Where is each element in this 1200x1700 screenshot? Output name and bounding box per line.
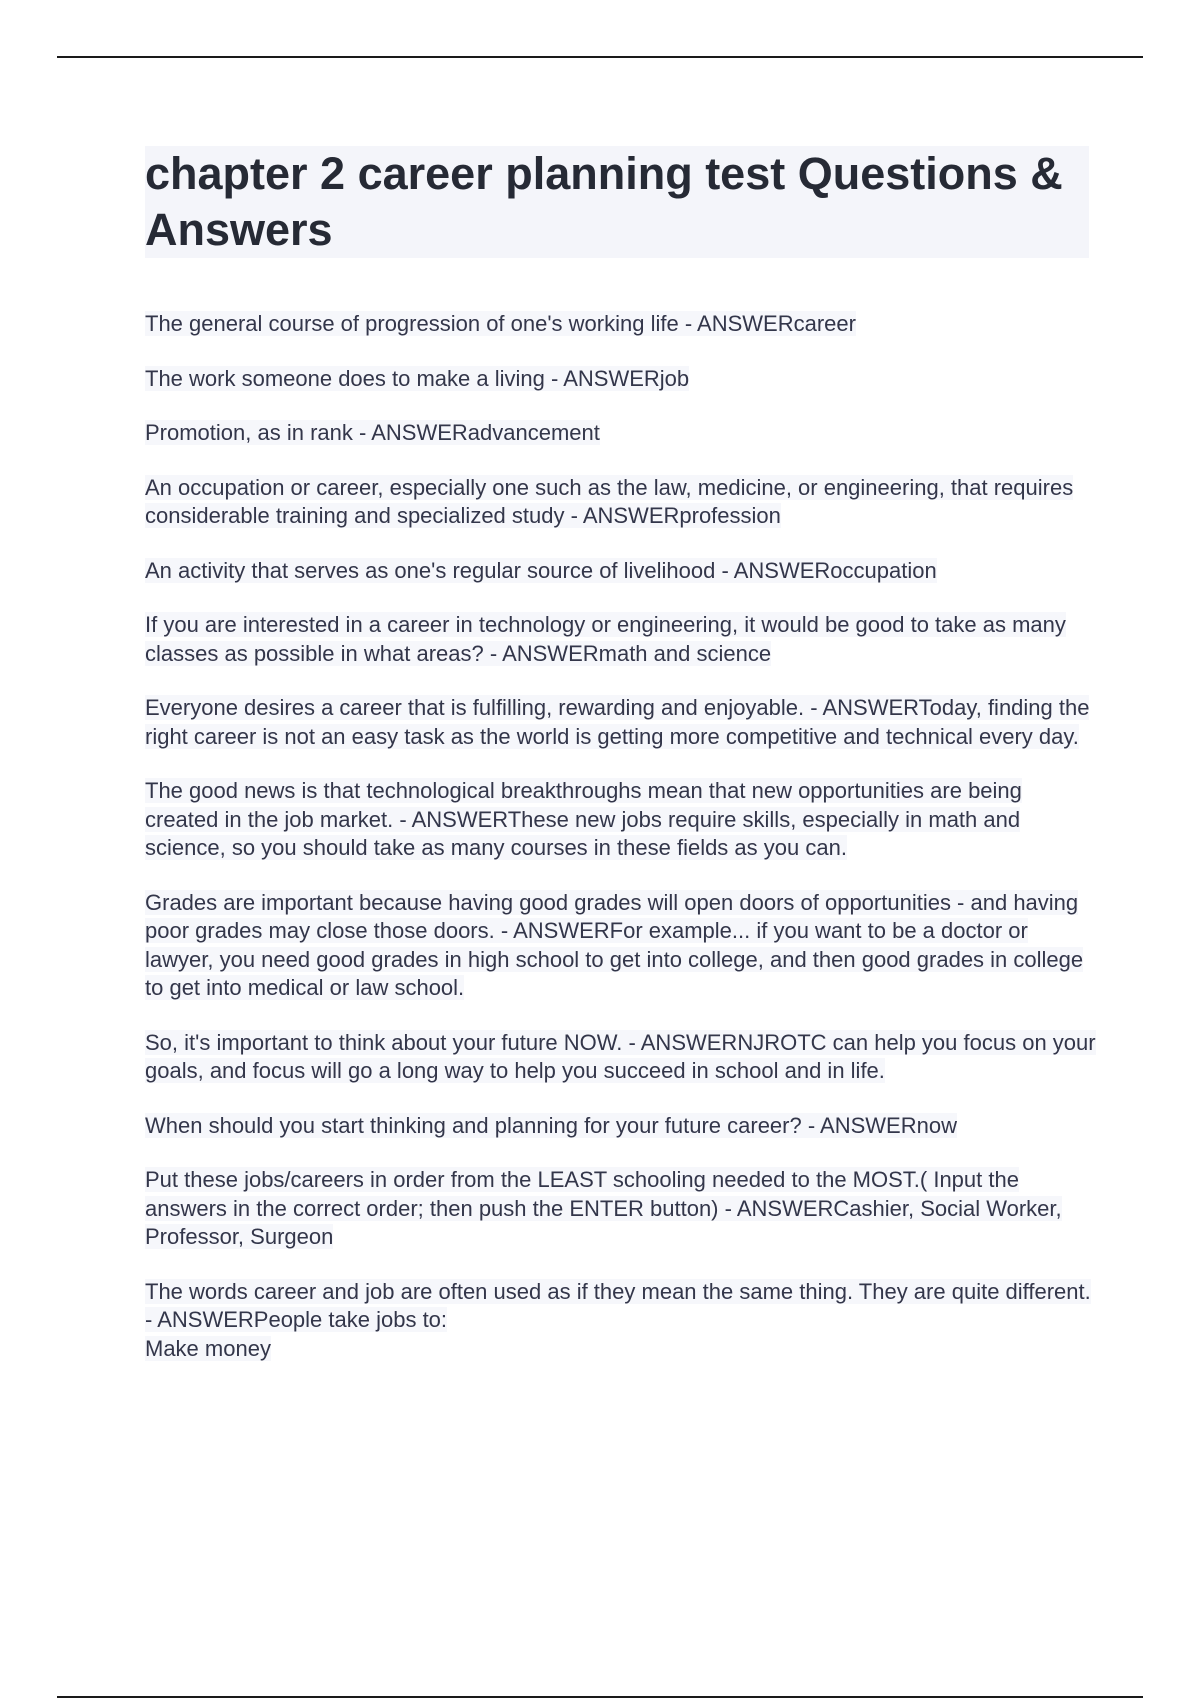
qa-entry [145,557,1100,586]
qa-entry-text: So, it's important to think about your future NOW. - ANSWERNJROTC can help you focus on your goals, and focus will go a long way to help you succeed in school and in life. [145,1029,1096,1083]
qa-entry-text: An activity that serves as one's regular source of livelihood - ANSWERoccupation [145,557,937,583]
qa-entry-text: Promotion, as in rank - ANSWERadvancement [145,420,600,445]
qa-entry-text: The good news is that technological breakthroughs mean that new opportunities are being created in the job market. - ANSWERThese new jobs require skills, especially in math and science, so you should take as many courses in these fields as you can. [145,778,1022,860]
qa-entry-text: If you are interested in a career in technology or engineering, it would be good to take as many classes as possible in what areas? - ANSWERmath and science [145,612,1066,666]
qa-entry [145,1166,1100,1252]
qa-entry [145,419,1100,448]
qa-entry [145,611,1100,668]
qa-entry [145,694,1100,751]
qa-list [145,310,1100,1389]
qa-entry-text: The general course of progression of one's working life - ANSWERcareer [145,311,856,336]
bottom-rule [57,1696,1143,1698]
qa-entry [145,777,1100,863]
qa-entry [145,1112,1100,1141]
qa-entry-text: The words career and job are often used as if they mean the same thing. They are quite different. - ANSWERPeople take jobs to: Make money [145,1278,1091,1361]
qa-entry-text: Grades are important because having good grades will open doors of opportunities - and having poor grades may close those doors. - ANSWERFor example... if you want to be a doctor or lawyer, you need good grades in high school to get into college, and then good grades in college to get into medical or law school. [145,889,1084,1000]
qa-entry [145,365,1100,394]
qa-entry-text: An occupation or career, especially one such as the law, medicine, or engineering, that requires considerable training and specialized study - ANSWERprofession [145,474,1074,528]
top-rule [57,56,1143,58]
qa-entry-text: The work someone does to make a living - ANSWERjob [145,365,690,391]
title-block [145,146,1089,258]
qa-entry [145,1029,1100,1086]
qa-entry [145,889,1100,1003]
qa-entry [145,310,1100,339]
qa-entry [145,474,1100,531]
page-title: chapter 2 career planning test Questions & Answers [145,148,1063,255]
qa-entry [145,1278,1100,1364]
qa-entry-text: Everyone desires a career that is fulfilling, rewarding and enjoyable. - ANSWERToday, finding the right career is not an easy task as the world is getting more competitive and technical every day. [145,695,1090,749]
qa-entry-text: When should you start thinking and planning for your future career? - ANSWERnow [145,1112,957,1138]
qa-entry-text: Put these jobs/careers in order from the LEAST schooling needed to the MOST.( Input the answers in the correct order; then push the ENTER button) - ANSWERCashier, Social Worker, Professor, Surgeon [145,1167,1062,1249]
